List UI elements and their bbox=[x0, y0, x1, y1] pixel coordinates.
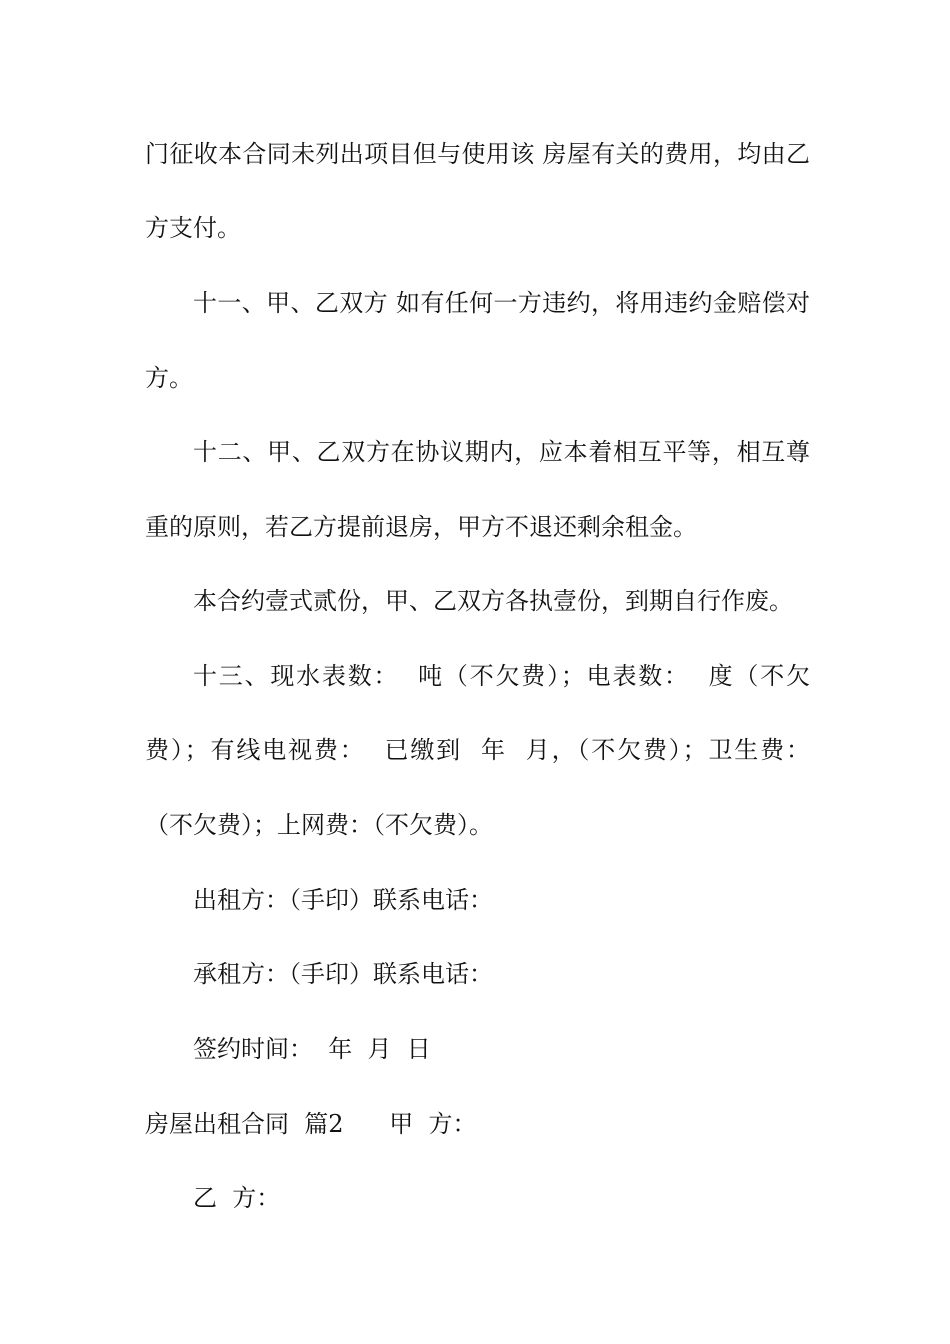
signing-date: 签约时间： 年 月 日 bbox=[193, 1035, 431, 1063]
copies-statement: 本合约壹式贰份，甲、乙双方各执壹份，到期自行作废。 bbox=[193, 587, 793, 615]
clause-11-line-1: 十一、甲、乙双方 如有任何一方违约，将用违约金赔偿对 bbox=[193, 289, 810, 317]
clause-12-line-1: 十二、甲、乙双方在协议期内，应本着相互平等，相互尊 bbox=[193, 438, 810, 466]
clause-12-line-2: 重的原则，若乙方提前退房，甲方不退还剩余租金。 bbox=[145, 513, 697, 541]
lessee-signature: 承租方：（手印）联系电话： bbox=[193, 960, 493, 988]
clause-13-line-2: 费）；有线电视费： 已缴到 年 月，（不欠费）；卫生费： bbox=[145, 736, 810, 764]
clause-11-line-2: 方。 bbox=[145, 364, 193, 392]
text-line-1: 门征收本合同未列出项目但与使用该 房屋有关的费用，均由乙 bbox=[145, 140, 810, 168]
section-heading-2: 房屋出租合同 篇2 甲 方： bbox=[145, 1110, 477, 1138]
lessor-signature: 出租方：（手印）联系电话： bbox=[193, 886, 493, 914]
party-b-label: 乙 方： bbox=[193, 1184, 281, 1212]
text-line-2: 方支付。 bbox=[145, 214, 241, 242]
clause-13-line-3: （不欠费）；上网费：（不欠费）。 bbox=[145, 811, 493, 839]
clause-13-line-1: 十三、现水表数： 吨（不欠费）；电表数： 度（不欠 bbox=[193, 662, 810, 690]
